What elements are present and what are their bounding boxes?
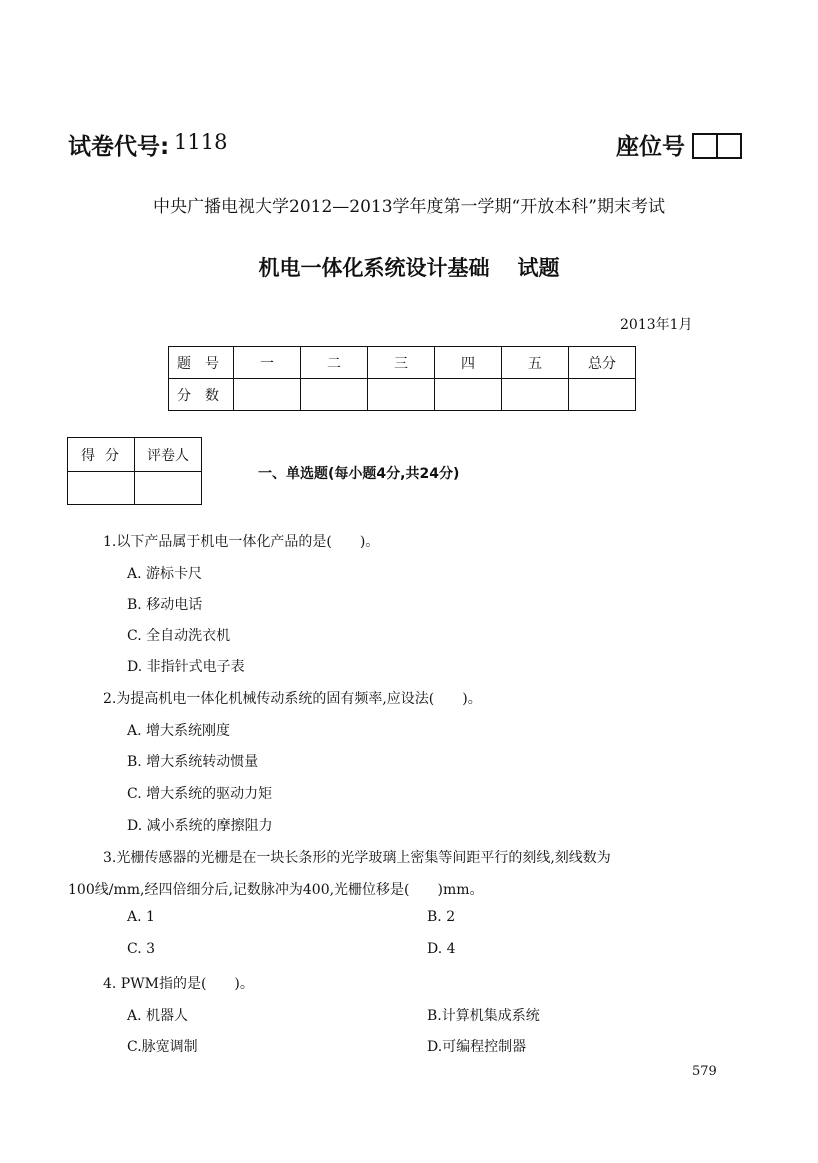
question-stem: 4. PWM指的是( )。 (103, 976, 254, 992)
question-stem: 3.光栅传感器的光栅是在一块长条形的光学玻璃上密集等间距平行的刻线,刻线数为 (103, 850, 611, 866)
score-table-header-cell: 总分 (569, 347, 636, 379)
seat-number-boxes (692, 133, 740, 159)
exam-title-suffix: 试题 (517, 256, 560, 280)
exam-code-label: 试卷代号: (68, 134, 170, 160)
score-table-row-label: 分数 (169, 379, 234, 411)
section-title: 一、单选题(每小题4分,共24分) (258, 466, 460, 482)
score-table-empty-cell (234, 379, 301, 411)
score-table-header-cell: 二 (301, 347, 368, 379)
seat-box (692, 133, 718, 159)
grader-table (67, 437, 202, 505)
question-stem-continuation: 100线/mm,经四倍细分后,记数脉冲为400,光栅位移是( )mm。 (68, 882, 484, 898)
question-option: C. 3 (127, 941, 156, 957)
score-table (168, 346, 636, 411)
question-option: B. 增大系统转动惯量 (127, 754, 259, 770)
grader-name-label: 评卷人 (135, 438, 202, 472)
question-option: A. 游标卡尺 (127, 566, 203, 582)
score-table-row-label: 题号 (169, 347, 234, 379)
question-option: D. 减小系统的摩擦阻力 (127, 818, 273, 834)
exam-code-value: 1118 (174, 130, 228, 154)
question-option: A. 增大系统刚度 (127, 723, 231, 739)
question-stem: 1.以下产品属于机电一体化产品的是( )。 (103, 534, 380, 550)
question-option: B.计算机集成系统 (427, 1008, 540, 1024)
question-option: D. 非指针式电子表 (127, 659, 245, 675)
grader-empty-cell (135, 472, 202, 505)
exam-title-main: 机电一体化系统设计基础 (258, 256, 490, 280)
score-table-empty-cell (502, 379, 569, 411)
seat-number-label: 座位号 (616, 134, 685, 160)
question-option: D. 4 (427, 941, 456, 957)
score-table-empty-cell (569, 379, 636, 411)
score-table-header-cell: 五 (502, 347, 569, 379)
question-stem: 2.为提高机电一体化机械传动系统的固有频率,应设法( )。 (103, 691, 482, 707)
question-option: B. 2 (427, 909, 456, 925)
question-option: B. 移动电话 (127, 597, 203, 613)
score-table-empty-cell (301, 379, 368, 411)
question-option: A. 机器人 (127, 1008, 189, 1024)
question-option: C. 增大系统的驱动力矩 (127, 786, 273, 802)
question-option: C.脉宽调制 (127, 1039, 198, 1055)
grader-empty-cell (68, 472, 135, 505)
score-table-header-cell: 一 (234, 347, 301, 379)
score-table-header-cell: 三 (368, 347, 435, 379)
question-option: D.可编程控制器 (427, 1039, 527, 1055)
seat-box (716, 133, 742, 159)
grader-score-label: 得分 (68, 438, 135, 472)
score-table-empty-cell (368, 379, 435, 411)
page-number: 579 (692, 1064, 717, 1079)
question-option: A. 1 (127, 909, 155, 925)
exam-date: 2013年1月 (620, 317, 693, 333)
exam-header-line: 中央广播电视大学2012—2013学年度第一学期“开放本科”期末考试 (153, 197, 665, 217)
exam-title (0, 252, 818, 282)
score-table-header-cell: 四 (435, 347, 502, 379)
score-table-empty-cell (435, 379, 502, 411)
question-option: C. 全自动洗衣机 (127, 628, 231, 644)
